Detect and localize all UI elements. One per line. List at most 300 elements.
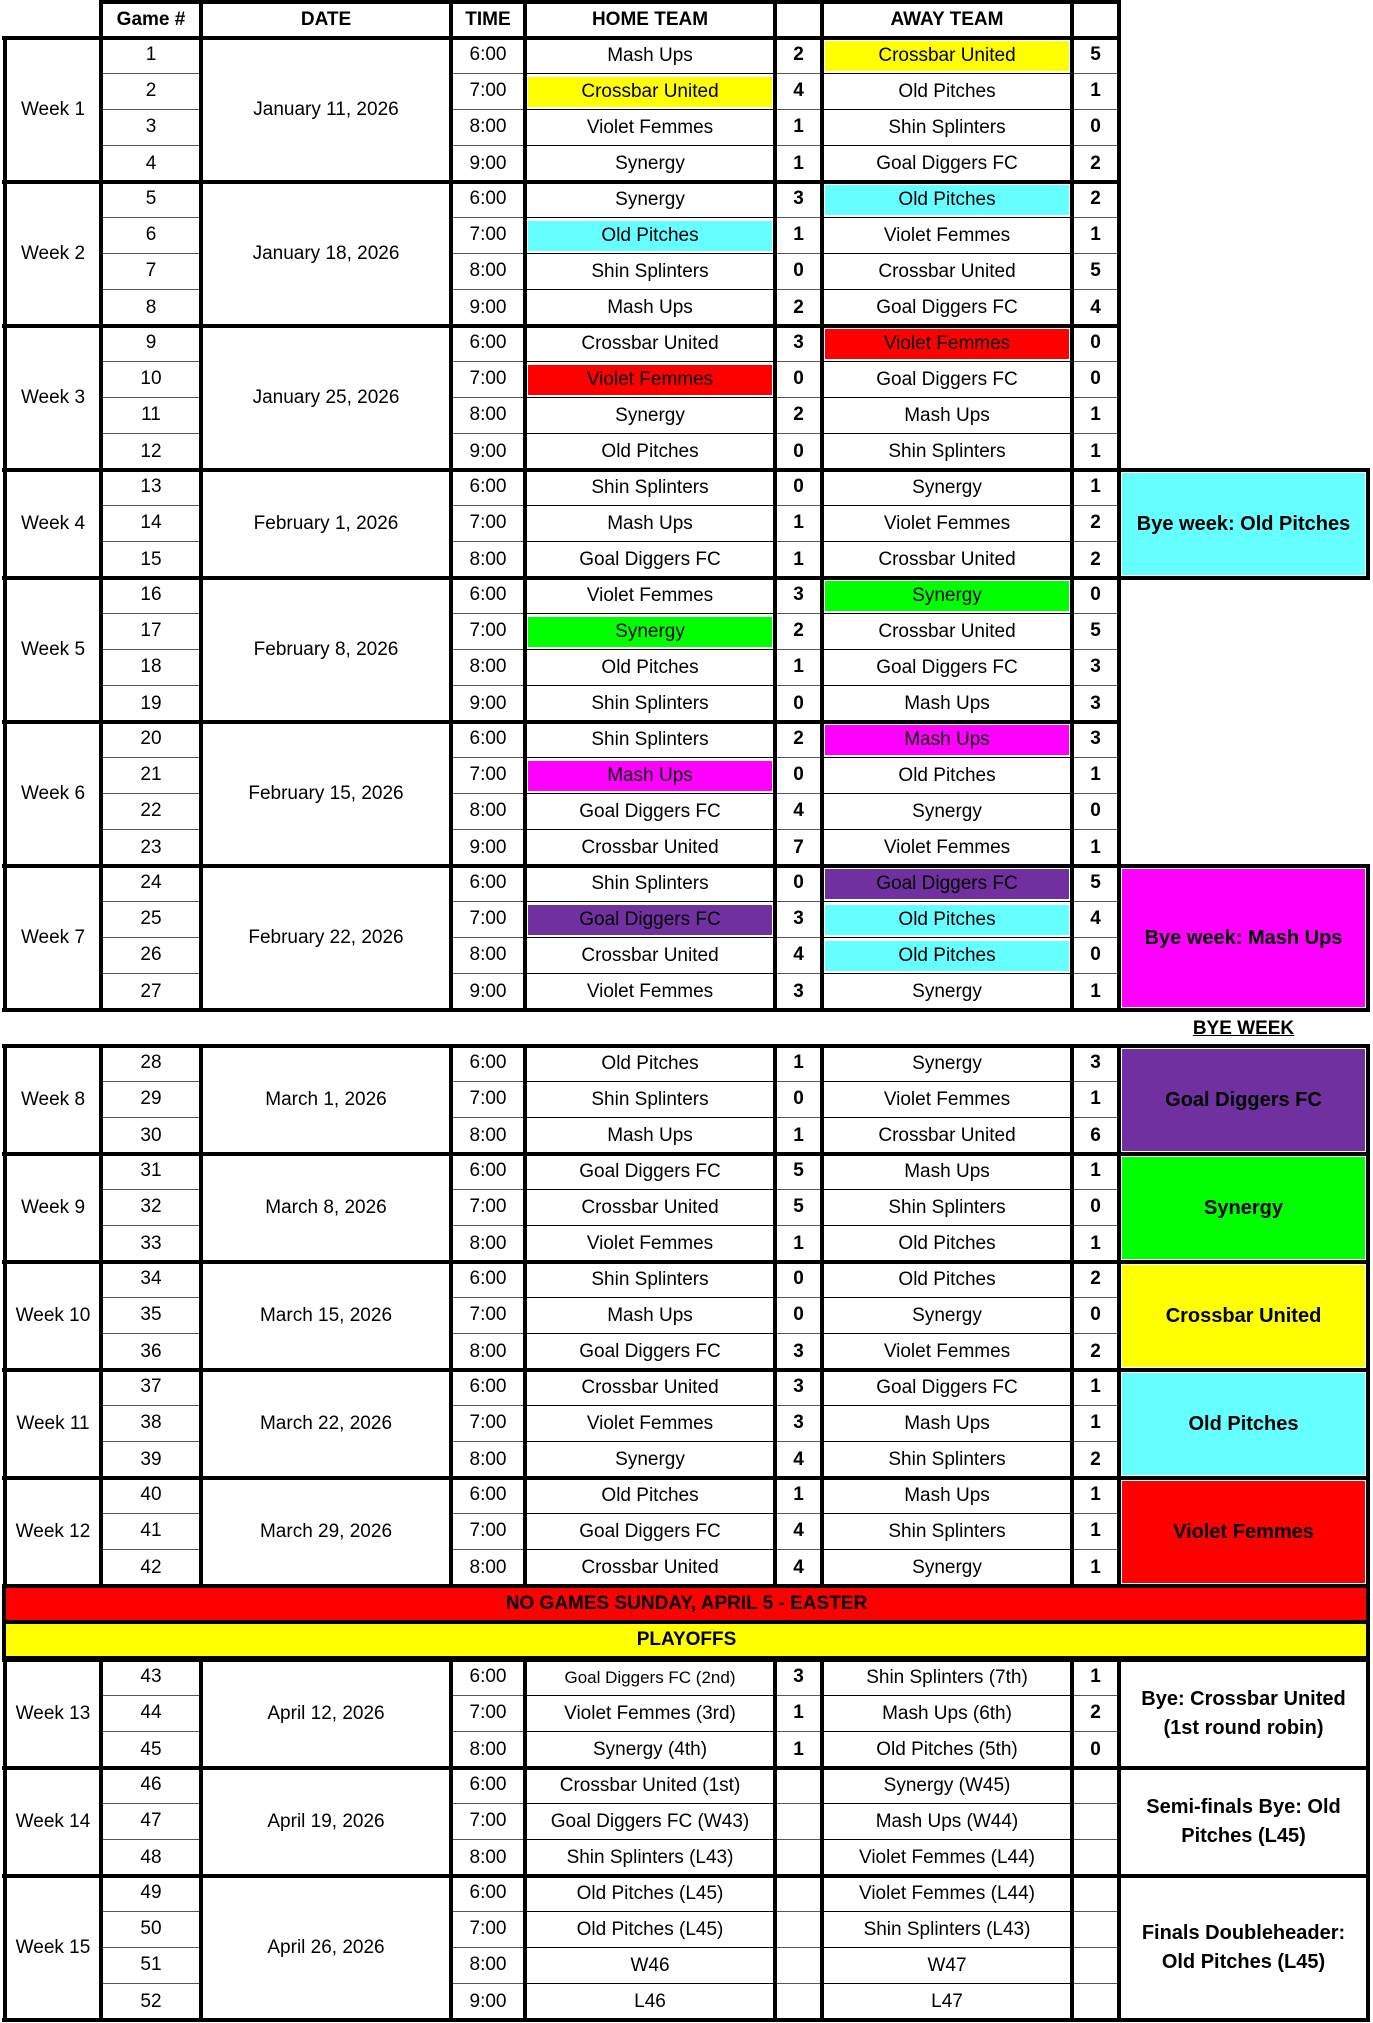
home-team: Crossbar United (528, 77, 772, 107)
game-number: 46 (101, 1768, 201, 1804)
row-separator (525, 1297, 775, 1298)
home-team: Mash Ups (528, 761, 772, 791)
home-score: 3 (775, 1406, 822, 1442)
away-team: Violet Femmes (883, 224, 1011, 246)
game-time: 8:00 (469, 1340, 507, 1362)
game-number: 50 (101, 1912, 201, 1948)
game-time: 6:00 (451, 1660, 525, 1696)
home-score: 3 (793, 980, 804, 1002)
home-team: Shin Splinters (591, 728, 709, 750)
row-separator (822, 793, 1072, 794)
home-team: Violet Femmes (528, 365, 772, 395)
away-score: 0 (1072, 1298, 1119, 1334)
column-border (3, 468, 7, 580)
row-separator (822, 289, 1072, 290)
game-number: 28 (101, 1046, 201, 1082)
row-separator (822, 613, 1072, 614)
side-border (1117, 1152, 1370, 1156)
away-team: Old Pitches (5th) (876, 1738, 1018, 1760)
header-date: DATE (300, 8, 352, 30)
home-score: 1 (775, 1046, 822, 1082)
away-score (1072, 1768, 1119, 1804)
row-separator (525, 649, 775, 650)
week-date: March 15, 2026 (259, 1304, 393, 1326)
away-team: W47 (927, 1954, 967, 1976)
column-border (199, 1368, 203, 1480)
away-team: Mash Ups (904, 404, 990, 426)
away-score: 1 (1072, 218, 1119, 254)
away-score: 1 (1090, 1232, 1101, 1254)
column-border (3, 1260, 7, 1372)
game-number: 36 (140, 1340, 162, 1362)
game-time: 8:00 (451, 650, 525, 686)
away-team: Crossbar United (878, 1124, 1016, 1146)
week-border-top (2, 180, 1121, 184)
row-separator (525, 1911, 775, 1912)
row-separator (525, 109, 775, 110)
away-score: 0 (1072, 362, 1119, 398)
week-date: February 15, 2026 (248, 782, 404, 804)
game-number: 17 (101, 614, 201, 650)
column-border (820, 1476, 824, 1588)
game-time: 9:00 (469, 296, 507, 318)
column-border (523, 576, 527, 724)
home-score: 0 (775, 254, 822, 290)
game-number: 7 (101, 254, 201, 290)
bye-block-border (1366, 1046, 1370, 1586)
away-score: 1 (1072, 1406, 1119, 1442)
away-team: Crossbar United (878, 620, 1016, 642)
bye-team-cell: Bye week: Old Pitches (1122, 473, 1365, 575)
away-score: 2 (1090, 548, 1101, 570)
away-team: Synergy (W45) (883, 1774, 1011, 1796)
row-separator (822, 1333, 1072, 1334)
column-border (773, 180, 777, 328)
week-date: January 11, 2026 (253, 98, 399, 120)
game-number: 18 (101, 650, 201, 686)
game-time: 6:00 (451, 470, 525, 506)
week-label: Week 14 (15, 1810, 91, 1832)
week-date: March 22, 2026 (259, 1412, 393, 1434)
week-label: Week 1 (20, 98, 86, 120)
column-border (1117, 1044, 1121, 1156)
away-team: Shin Splinters (888, 440, 1006, 462)
column-border (523, 1874, 527, 2022)
week-label: Week 8 (20, 1088, 86, 1110)
header-divider (523, 0, 527, 38)
week-border-top (2, 1874, 1121, 1878)
column-border (1117, 468, 1121, 580)
column-border (1070, 1368, 1074, 1480)
away-score: 3 (1090, 692, 1101, 714)
away-score: 1 (1072, 74, 1119, 110)
game-time: 9:00 (469, 836, 507, 858)
away-score: 0 (1072, 578, 1119, 614)
home-team: Goal Diggers FC (W43) (550, 1810, 750, 1832)
away-team: Synergy (912, 800, 982, 822)
row-separator (525, 1549, 775, 1550)
column-border (449, 576, 453, 724)
column-border (99, 1476, 103, 1588)
header-away-score (1072, 2, 1119, 38)
home-team: Synergy (528, 617, 772, 647)
away-team: Synergy (912, 1052, 982, 1074)
home-team: Synergy (4th) (592, 1738, 708, 1760)
column-border (99, 1658, 103, 1770)
game-time: 7:00 (451, 74, 525, 110)
header-game-number: Game # (116, 8, 186, 30)
row-separator (822, 253, 1072, 254)
column-border (99, 36, 103, 184)
side-border (1117, 1874, 1370, 1878)
game-time: 9:00 (469, 152, 507, 174)
row-separator (822, 397, 1072, 398)
week-date: March 29, 2026 (259, 1520, 393, 1542)
game-time: 8:00 (451, 254, 525, 290)
game-number: 24 (101, 866, 201, 902)
home-team: Goal Diggers FC (579, 1520, 721, 1542)
bye-team-cell: Crossbar United (1122, 1265, 1365, 1367)
game-number: 41 (101, 1514, 201, 1550)
week-date: February 1, 2026 (253, 512, 399, 534)
header-divider (773, 0, 777, 38)
column-border (523, 1152, 527, 1264)
home-team: Shin Splinters (591, 872, 709, 894)
row-separator (822, 1947, 1072, 1948)
header-border-top (99, 0, 1121, 4)
away-score: 0 (1072, 110, 1119, 146)
home-team: Mash Ups (607, 296, 693, 318)
row-separator (822, 145, 1072, 146)
week-label: Week 10 (15, 1304, 91, 1326)
column-border (820, 864, 824, 1012)
row-separator (525, 901, 775, 902)
row-separator (525, 1695, 775, 1696)
easter-banner: NO GAMES SUNDAY, APRIL 5 - EASTER (5, 1586, 1368, 1622)
header-divider (1117, 0, 1121, 38)
row-separator (822, 1405, 1072, 1406)
home-team: Shin Splinters (L43) (566, 1846, 734, 1868)
home-team: Mash Ups (607, 512, 693, 534)
bye-team-cell: Old Pitches (1122, 1373, 1365, 1475)
game-time: 6:00 (451, 1768, 525, 1804)
column-border (1117, 1260, 1121, 1372)
header-divider (99, 0, 103, 38)
away-score: 1 (1072, 470, 1119, 506)
column-border (523, 864, 527, 1012)
column-border (99, 324, 103, 472)
home-score: 2 (775, 614, 822, 650)
home-score: 1 (775, 1478, 822, 1514)
column-border (449, 1260, 453, 1372)
side-border (1117, 468, 1370, 472)
away-score: 5 (1072, 614, 1119, 650)
column-border (523, 36, 527, 184)
game-number: 15 (140, 548, 162, 570)
game-number: 11 (101, 398, 201, 434)
home-score (775, 1840, 822, 1876)
row-separator (822, 1189, 1072, 1190)
game-time: 9:00 (469, 980, 507, 1002)
column-border (3, 576, 7, 724)
away-team: Mash Ups (W44) (875, 1810, 1019, 1832)
game-time: 6:00 (451, 1876, 525, 1912)
game-time: 8:00 (469, 1738, 507, 1760)
row-separator (525, 757, 775, 758)
home-score: 2 (775, 722, 822, 758)
row-separator (822, 1225, 1072, 1226)
column-border (820, 1044, 824, 1156)
week-border-top (2, 36, 1121, 40)
column-border (99, 1874, 103, 2022)
home-team: Old Pitches (L45) (576, 1882, 724, 1904)
game-time: 8:00 (451, 398, 525, 434)
column-border (1070, 1476, 1074, 1588)
row-separator (822, 1839, 1072, 1840)
game-time: 7:00 (451, 1514, 525, 1550)
home-score (775, 1768, 822, 1804)
column-border (773, 1260, 777, 1372)
bye-team-cell: Semi-finals Bye: Old Pitches (L45) (1122, 1771, 1365, 1873)
home-team: Shin Splinters (591, 1088, 709, 1110)
column-border (199, 1260, 203, 1372)
game-time: 6:00 (451, 38, 525, 74)
row-separator (822, 433, 1072, 434)
home-score: 1 (793, 152, 804, 174)
column-border (449, 1874, 453, 2022)
home-team: Mash Ups (607, 44, 693, 66)
banner-border (1366, 1584, 1370, 1660)
week-border-bottom (2, 1008, 1121, 1012)
column-border (1117, 1152, 1121, 1264)
away-team: Crossbar United (878, 260, 1016, 282)
week-label: Week 11 (16, 1412, 90, 1434)
column-border (523, 468, 527, 580)
away-score: 1 (1090, 836, 1101, 858)
game-time: 9:00 (469, 1990, 507, 2012)
column-border (99, 468, 103, 580)
column-border (820, 1260, 824, 1372)
game-number: 30 (140, 1124, 162, 1146)
row-separator (525, 253, 775, 254)
game-number: 21 (101, 758, 201, 794)
column-border (820, 1658, 824, 1770)
row-separator (525, 1333, 775, 1334)
game-time: 6:00 (451, 578, 525, 614)
game-number: 19 (140, 692, 162, 714)
column-border (1070, 468, 1074, 580)
column-border (99, 180, 103, 328)
away-team: Old Pitches (898, 764, 996, 786)
away-team: Mash Ups (904, 1412, 990, 1434)
away-score: 1 (1090, 1556, 1101, 1578)
home-score: 5 (775, 1190, 822, 1226)
away-team: Old Pitches (825, 905, 1069, 935)
away-score (1072, 1876, 1119, 1912)
home-score: 3 (775, 182, 822, 218)
column-border (773, 324, 777, 472)
week-label: Week 3 (20, 386, 86, 408)
away-team: Goal Diggers FC (876, 1376, 1018, 1398)
away-team: Shin Splinters (7th) (866, 1666, 1028, 1688)
home-team: Old Pitches (528, 221, 772, 251)
home-score: 4 (793, 1448, 804, 1470)
row-separator (822, 1983, 1072, 1984)
playoffs-banner: PLAYOFFS (5, 1622, 1368, 1658)
game-number: 13 (101, 470, 201, 506)
playoff-side-border (1366, 1660, 1370, 2020)
column-border (99, 1260, 103, 1372)
home-score (775, 1948, 822, 1984)
column-border (199, 1152, 203, 1264)
column-border (3, 1152, 7, 1264)
column-border (1070, 576, 1074, 724)
game-time: 6:00 (451, 866, 525, 902)
away-score: 1 (1072, 1154, 1119, 1190)
away-score: 1 (1090, 440, 1101, 462)
home-score: 0 (775, 470, 822, 506)
game-time: 7:00 (451, 1696, 525, 1732)
column-border (199, 180, 203, 328)
home-team: Violet Femmes (586, 980, 714, 1002)
game-time: 6:00 (451, 1370, 525, 1406)
game-number: 16 (101, 578, 201, 614)
column-border (199, 576, 203, 724)
column-border (820, 1152, 824, 1264)
away-score: 1 (1072, 1514, 1119, 1550)
column-border (449, 324, 453, 472)
column-border (1070, 36, 1074, 184)
home-score: 1 (775, 650, 822, 686)
row-separator (822, 361, 1072, 362)
game-time: 6:00 (451, 722, 525, 758)
column-border (773, 1658, 777, 1770)
header-away-team: AWAY TEAM (890, 8, 1004, 30)
row-separator (822, 1117, 1072, 1118)
column-border (820, 1766, 824, 1878)
game-number: 37 (101, 1370, 201, 1406)
away-team: Goal Diggers FC (825, 869, 1069, 899)
column-border (523, 1658, 527, 1770)
game-time: 6:00 (451, 1262, 525, 1298)
game-number: 51 (101, 1948, 201, 1984)
home-team: Shin Splinters (591, 1268, 709, 1290)
column-border (199, 1658, 203, 1770)
home-team: W46 (630, 1954, 670, 1976)
week-border-top (2, 576, 1121, 580)
column-border (523, 720, 527, 868)
column-border (3, 36, 7, 184)
column-border (773, 720, 777, 868)
week-border-top (2, 1368, 1121, 1372)
row-separator (525, 505, 775, 506)
home-score (775, 1876, 822, 1912)
game-number: 5 (101, 182, 201, 218)
row-separator (525, 73, 775, 74)
header-divider (199, 0, 203, 38)
column-border (773, 1874, 777, 2022)
row-separator (822, 73, 1072, 74)
week-border-bottom (2, 2018, 1121, 2022)
week-label: Week 12 (15, 1520, 91, 1542)
game-number: 22 (101, 794, 201, 830)
row-separator (525, 829, 775, 830)
column-border (1070, 180, 1074, 328)
week-label: Week 6 (20, 782, 86, 804)
home-team: Synergy (615, 152, 685, 174)
game-number: 23 (140, 836, 162, 858)
home-team: Mash Ups (607, 1304, 693, 1326)
home-score: 2 (793, 296, 804, 318)
column-border (1117, 1476, 1121, 1588)
column-border (1117, 324, 1121, 472)
away-team: Violet Femmes (883, 512, 1011, 534)
home-team: Old Pitches (601, 440, 699, 462)
game-number: 6 (101, 218, 201, 254)
away-team: Shin Splinters (888, 1196, 1006, 1218)
side-border (1117, 1260, 1370, 1264)
row-separator (822, 541, 1072, 542)
week-border-top (2, 324, 1121, 328)
column-border (449, 1766, 453, 1878)
row-separator (525, 1405, 775, 1406)
row-separator (525, 1803, 775, 1804)
side-border (1117, 864, 1370, 868)
row-separator (525, 1947, 775, 1948)
away-score (1072, 1912, 1119, 1948)
row-separator (525, 685, 775, 686)
game-time: 7:00 (451, 1912, 525, 1948)
row-separator (822, 1549, 1072, 1550)
column-border (1070, 864, 1074, 1012)
home-team: Old Pitches (601, 656, 699, 678)
column-border (523, 180, 527, 328)
row-separator (822, 1297, 1072, 1298)
home-team: Synergy (615, 404, 685, 426)
away-team: Synergy (912, 1556, 982, 1578)
away-score (1072, 1948, 1119, 1984)
column-border (199, 864, 203, 1012)
away-team: Mash Ups (825, 725, 1069, 755)
row-separator (525, 793, 775, 794)
row-separator (525, 1441, 775, 1442)
away-score: 2 (1090, 1448, 1101, 1470)
column-border (1117, 1658, 1121, 1770)
side-border (1117, 576, 1370, 580)
row-separator (525, 1117, 775, 1118)
game-number: 10 (101, 362, 201, 398)
bye-team-cell: Goal Diggers FC (1122, 1049, 1365, 1151)
row-separator (822, 973, 1072, 974)
column-border (199, 1874, 203, 2022)
home-score: 0 (775, 362, 822, 398)
away-score: 0 (1072, 938, 1119, 974)
away-score: 1 (1072, 1478, 1119, 1514)
header-divider (449, 0, 453, 38)
week-date: April 19, 2026 (267, 1810, 385, 1832)
game-number: 39 (140, 1448, 162, 1470)
column-border (3, 324, 7, 472)
game-time: 7:00 (451, 1406, 525, 1442)
row-separator (525, 361, 775, 362)
column-border (1117, 864, 1121, 1012)
row-separator (822, 649, 1072, 650)
home-team: Crossbar United (581, 332, 719, 354)
row-separator (822, 1911, 1072, 1912)
game-number: 40 (101, 1478, 201, 1514)
away-score (1072, 1984, 1119, 2020)
row-separator (525, 289, 775, 290)
